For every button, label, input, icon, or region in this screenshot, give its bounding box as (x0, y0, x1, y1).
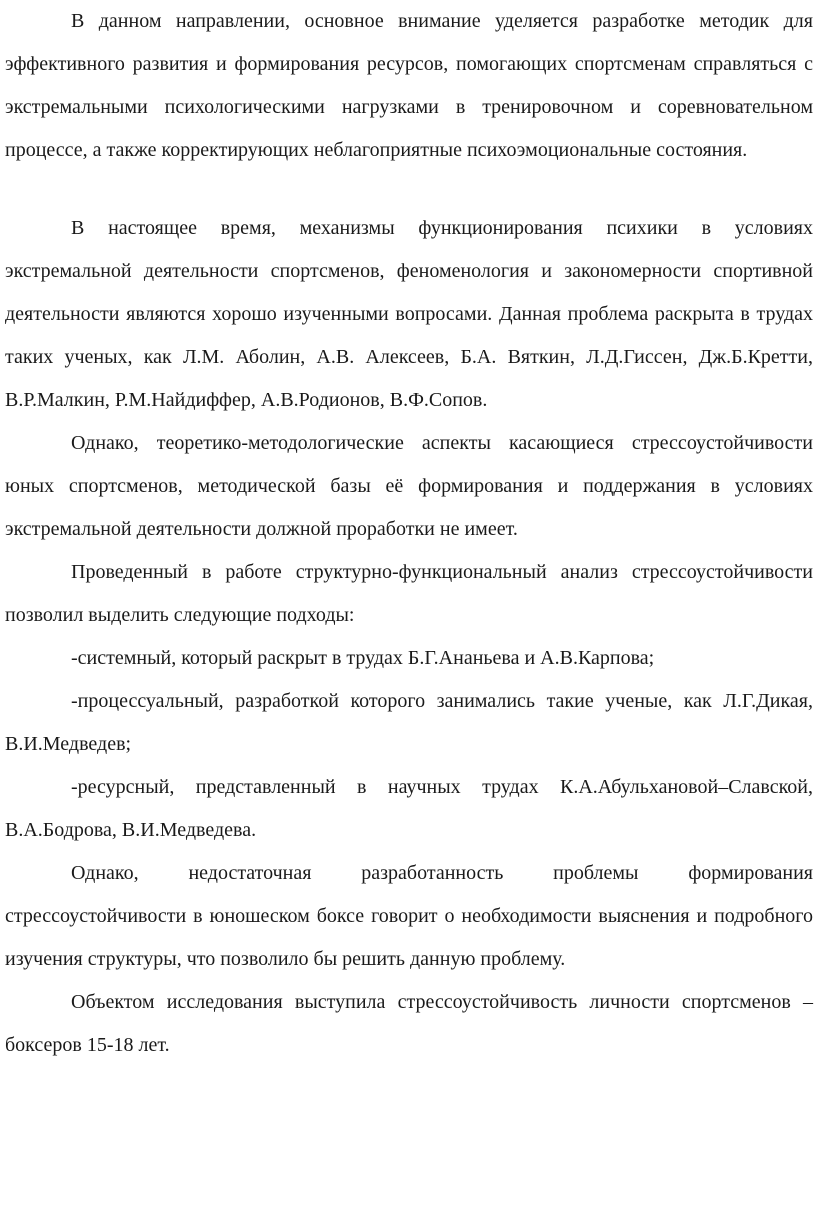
paragraph-methods-focus: В данном направлении, основное внимание уделяется разработке методик для эффективного развития и формирования ресурсов, помогающих спортсменам справляться с экстремальными психологическими нагрузками в тренировочном и соревновательном процессе, а также корректирующих неблагоприятные психоэмоциональные состояния. (5, 10, 813, 161)
list-item-procedural: -процессуальный, разработкой которого занимались такие ученые, как Л.Г.Дикая, В.И.Медведев; (5, 690, 813, 755)
paragraph-analysis-approaches: Проведенный в работе структурно-функциональный анализ стрессоустойчивости позволил выделить следующие подходы: (5, 561, 813, 626)
paragraph-current-research: В настоящее время, механизмы функционирования психики в условиях экстремальной деятельности спортсменов, феноменология и закономерности спортивной деятельности являются хорошо изученными вопросами. Данная проблема раскрыта в трудах таких ученых, как Л.М. Аболин, А.В. Алексеев, Б.А. Вяткин, Л.Д.Гиссен, Дж.Б.Кретти, В.Р.Малкин, Р.М.Найдиффер, А.В.Родионов, В.Ф.Сопов. (5, 217, 813, 411)
paragraph-insufficient-development: Однако, недостаточная разработанность проблемы формирования стрессоустойчивости в юношеском боксе говорит о необходимости выяснения и подробного изучения структуры, что позволило бы решить данную проблему. (5, 862, 813, 970)
paragraph-spacer (5, 172, 813, 207)
paragraph-research-object: Объектом исследования выступила стрессоустойчивость личности спортсменов – боксеров 15-18 лет. (5, 991, 813, 1056)
list-item-systemic: -системный, который раскрыт в трудах Б.Г.Ананьева и А.В.Карпова; (71, 647, 655, 669)
list-item-resource: -ресурсный, представленный в научных трудах К.А.Абульхановой–Славской, В.А.Бодрова, В.И.Медведева. (5, 776, 813, 841)
paragraph-gap-in-theory: Однако, теоретико-методологические аспекты касающиеся стрессоустойчивости юных спортсменов, методической базы её формирования и поддержания в условиях экстремальной деятельности должной проработки не имеет. (5, 432, 813, 540)
